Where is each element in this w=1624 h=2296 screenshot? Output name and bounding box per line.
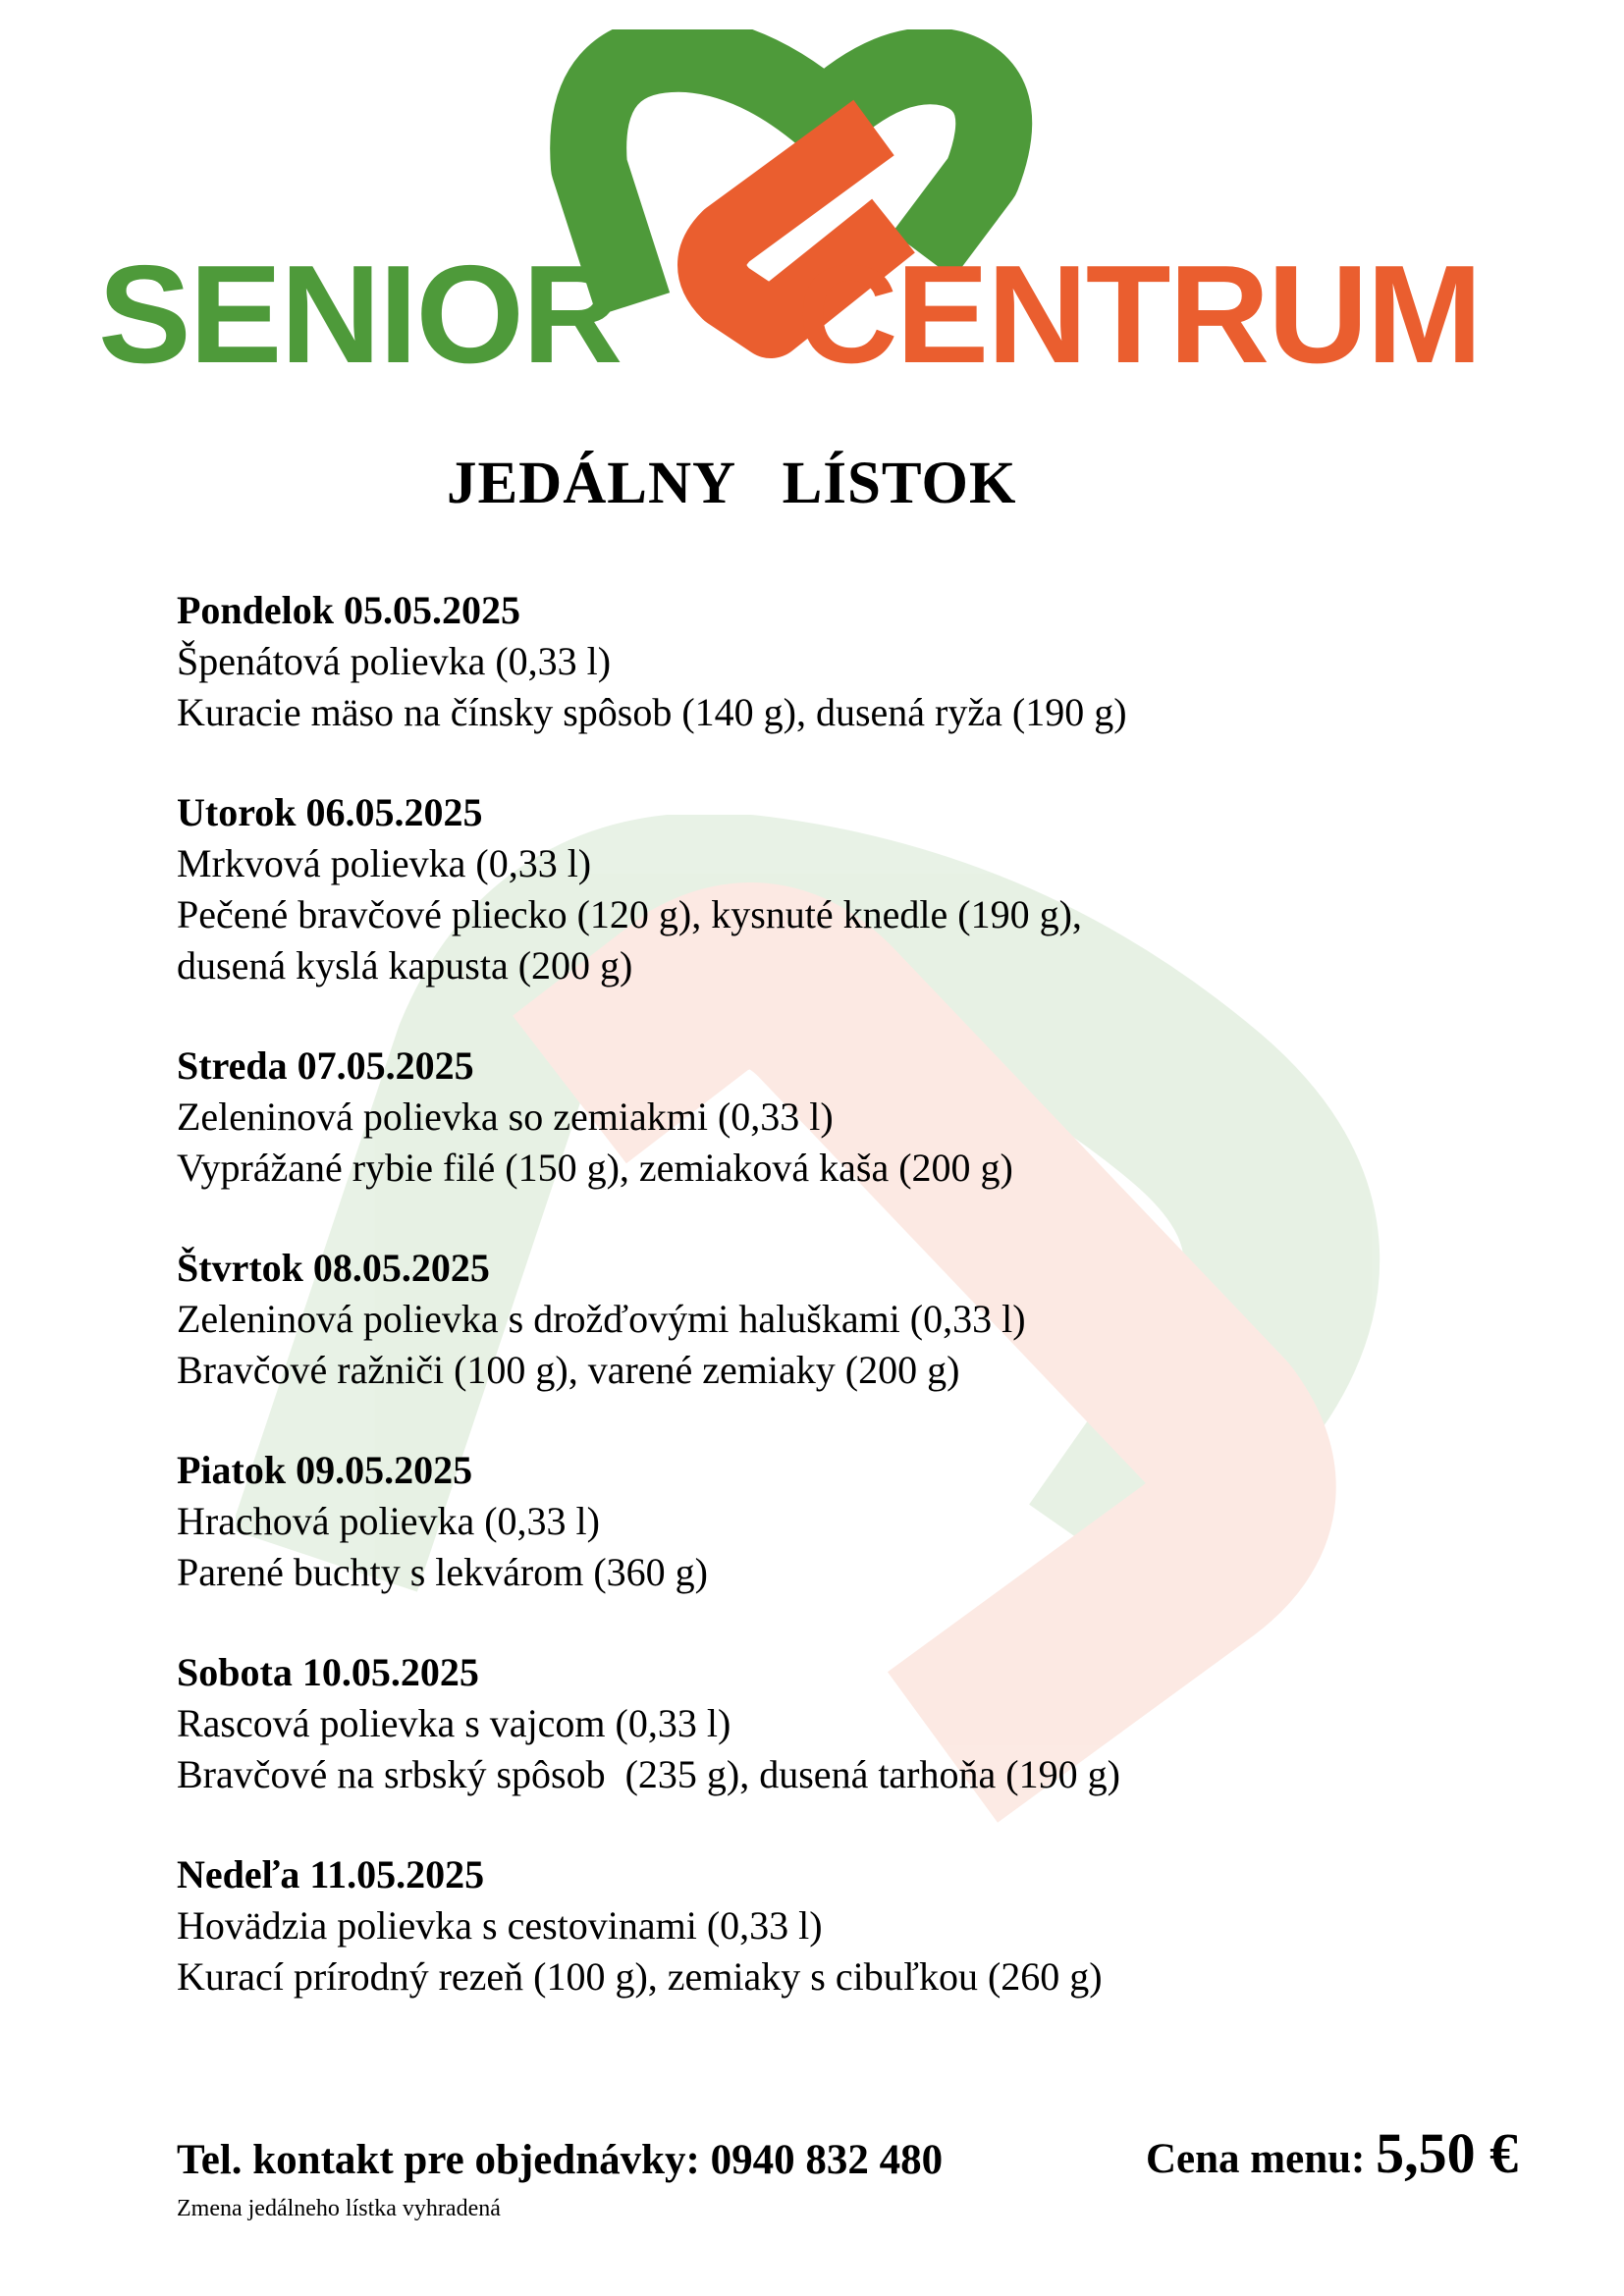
meal-line: Mrkvová polievka (0,33 l) — [177, 841, 592, 885]
menu-price — [1146, 2120, 1518, 2186]
meal-line: Bravčové ražniči (100 g), varené zemiaky (200 g) — [177, 1348, 960, 1392]
meal-line: Parené buchty s lekvárom (360 g) — [177, 1550, 708, 1594]
meal-line: Bravčové na srbský spôsob (235 g), dusená tarhoňa (190 g) — [177, 1752, 1120, 1796]
day-heading: Nedeľa 11.05.2025 — [177, 1852, 485, 1896]
logo-word-senior: SENIOR — [98, 237, 622, 393]
meal-line: Hrachová polievka (0,33 l) — [177, 1499, 600, 1543]
menu-day — [177, 1647, 1571, 1800]
day-heading: Pondelok 05.05.2025 — [177, 588, 521, 632]
logo-word-centrum: CENTRUM — [797, 237, 1481, 393]
day-heading: Streda 07.05.2025 — [177, 1043, 474, 1088]
menu-day — [177, 585, 1571, 738]
meal-line: Kurací prírodný rezeň (100 g), zemiaky s cibuľkou (260 g) — [177, 1954, 1103, 1999]
price-value: 5,50 € — [1376, 2121, 1519, 2185]
meal-line: Špenátová polievka (0,33 l) — [177, 639, 612, 683]
change-note: Zmena jedálneho lístka vyhradená — [177, 2196, 501, 2221]
menu-day — [177, 1243, 1571, 1396]
menu-day — [177, 1041, 1571, 1194]
day-heading: Utorok 06.05.2025 — [177, 790, 483, 834]
day-heading: Piatok 09.05.2025 — [177, 1448, 473, 1492]
menu-day — [177, 787, 1571, 991]
meal-line: Hovädzia polievka s cestovinami (0,33 l) — [177, 1903, 823, 1948]
meal-line: Kuracie mäso na čínsky spôsob (140 g), dusená ryža (190 g) — [177, 690, 1127, 734]
menu-day — [177, 1849, 1571, 2002]
menu-day — [177, 1445, 1571, 1598]
day-heading: Štvrtok 08.05.2025 — [177, 1246, 490, 1290]
meal-line: Zeleninová polievka s drožďovými haluškami (0,33 l) — [177, 1297, 1026, 1341]
meal-line: Vyprážané rybie filé (150 g), zemiaková kaša (200 g) — [177, 1146, 1013, 1190]
day-heading: Sobota 10.05.2025 — [177, 1650, 479, 1694]
price-label: Cena menu: — [1146, 2136, 1377, 2182]
meal-line: dusená kyslá kapusta (200 g) — [177, 943, 633, 988]
meal-line: Pečené bravčové pliecko (120 g), kysnuté knedle (190 g), — [177, 892, 1082, 936]
page-title: JEDÁLNY LÍSTOK — [447, 451, 1017, 516]
order-contact: Tel. kontakt pre objednávky: 0940 832 480 — [177, 2137, 944, 2183]
meal-line: Rascová polievka s vajcom (0,33 l) — [177, 1701, 731, 1745]
weekly-menu — [177, 585, 1571, 2052]
meal-line: Zeleninová polievka so zemiakmi (0,33 l) — [177, 1095, 834, 1139]
